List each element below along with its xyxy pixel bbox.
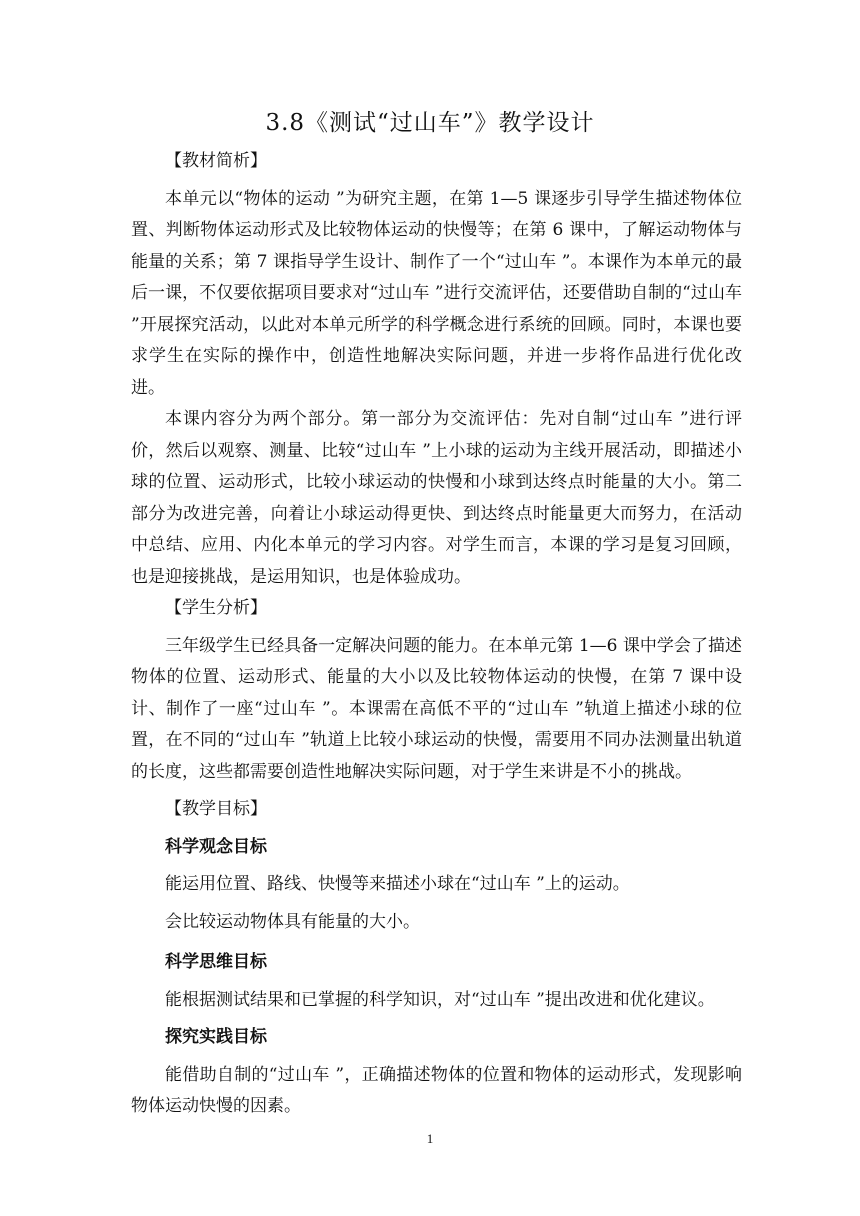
section-heading-teaching-goals: 【教学目标】 [165,799,267,819]
section-heading-student-analysis: 【学生分析】 [165,598,267,618]
goal-line: 能根据测试结果和已掌握的科学知识，对“过山车 ”提出改进和优化建议。 [165,989,715,1010]
goal-line: 能运用位置、路线、快慢等来描述小球在“过山车 ”上的运动。 [165,874,630,894]
subheading-science-concept: 科学观念目标 [165,836,267,857]
document-title: 3.8《测试“过山车”》教学设计 [265,110,595,136]
page-number: 1 [426,1131,434,1146]
paragraph: 本单元以“物体的运动 ”为研究主题，在第 1—5 课逐步引导学生描述物体位置、判断物体运动形式及比较物体运动的快慢等；在第 6 课中，了解运动物体与能量的关系；第 7 课指导学生设计、制作了一个“过山车 ”。本课作为本单元的最后一课，不仅要依据项目要求对“过山车 ”进行交流评估，还要借助自制的“过山车 ”开展探究活动，以此对本单元所学的科学概念进行系统的回顾。同时，本课也要求学生在实际的操作中，创造性地解决实际问题，并进一步将作品进行优化改进。 [131,188,742,398]
goal-line: 会比较运动物体具有能量的大小。 [165,911,420,932]
section-heading-textbook-analysis: 【教材简析】 [165,151,267,171]
goal-line: 能借助自制的“过山车 ”，正确描述物体的位置和物体的运动形式，发现影响物体运动快慢的因素。 [131,1064,742,1116]
paragraph: 三年级学生已经具备一定解决问题的能力。在本单元第 1—6 课中学会了描述物体的位置、运动形式、能量的大小以及比较物体运动的快慢，在第 7 课中设计、制作了一座“过山车 ”。本课需在高低不平的“过山车 ”轨道上描述小球的位置，在不同的“过山车 ”轨道上比较小球运动的快慢，需要用不同办法测量出轨道的长度，这些都需要创造性地解决实际问题，对于学生来讲是不小的挑战。 [131,635,742,782]
document-body [131,146,742,1123]
subheading-inquiry-practice: 探究实践目标 [165,1027,267,1047]
paragraph: 本课内容分为两个部分。第一部分为交流评估：先对自制“过山车 ”进行评价，然后以观察、测量、比较“过山车 ”上小球的运动为主线开展活动，即描述小球的位置、运动形式，比较小球运动的快慢和小球到达终点时能量的大小。第二部分为改进完善，向着让小球运动得更快、到达终点时能量更大而努力，在活动中总结、应用、内化本单元的学习内容。对学生而言，本课的学习是复习回顾，也是迎接挑战，是运用知识，也是体验成功。 [131,409,742,587]
subheading-science-thinking: 科学思维目标 [165,952,267,972]
